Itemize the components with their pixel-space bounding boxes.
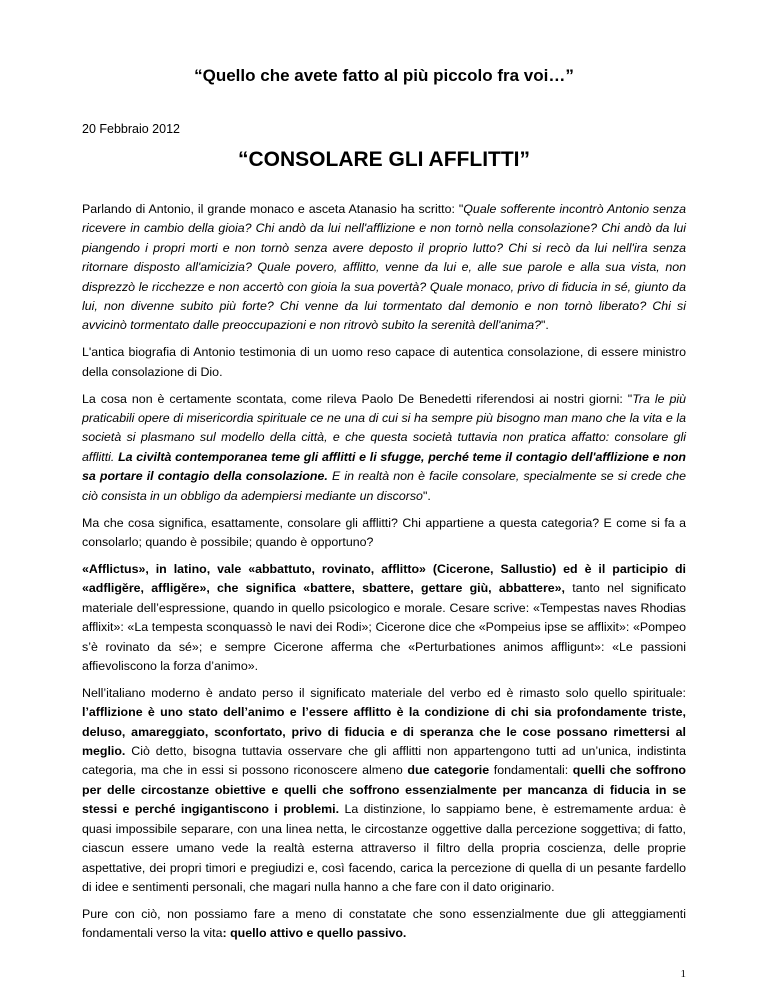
text-run: : quello attivo e quello passivo. [222, 926, 407, 941]
text-run: Ma che cosa significa, esattamente, consolare gli afflitti? Chi appartiene a questa categoria? E come si fa a consolarlo; quando è possibile; quando è opportuno? [82, 515, 686, 549]
text-run: fondamentali: [489, 763, 573, 778]
text-run: tanto nel significato materiale dell’espressione, quando in quello psicologico e morale. Cesare scrive: «Tempestas naves Rhodias afflixit»: «La tempesta sconquassò le navi dei Rodi»; Cicerone dice che «Pompeius ipse se afflixit»: «Pompeo s’è rovinato da sé»; e sempre Cicerone afferma che «Perturbationes animos affligunt»: «Le passioni affievoliscono la forza d’animo». [82, 581, 686, 673]
text-run: due categorie [407, 763, 490, 778]
text-run: l’afflizione è uno stato dell’animo e l’essere afflitto è la condizione di chi sia profondamente triste, deluso, amareggiato, sconfortato, privo di fiducia e di speranza che le cose possano rimettersi al meglio. [82, 705, 686, 759]
paragraph [82, 343, 686, 382]
paragraph [82, 684, 686, 897]
text-run: quelli che soffrono per delle circostanze obiettive e quelli che soffrono essenzialmente per mancanza di fiducia in se stessi e perché ingigantiscono i problemi. [82, 763, 686, 817]
text-run: Parlando di Antonio, il grande monaco e asceta Atanasio ha scritto: " [82, 202, 464, 216]
paragraph [82, 200, 686, 336]
document-body [82, 200, 686, 951]
text-run: ". [422, 488, 431, 503]
paragraph [82, 560, 686, 676]
text-run: Tra le più praticabili opere di misericordia spirituale ce ne una di cui si ha sempre più bisogno man mano che la vita e la società si plasmano sul modello della città, e che questa società tuttavia non pratica affatto: consolare gli afflitti. [82, 391, 686, 464]
text-run: L'antica biografia di Antonio testimonia di un uomo reso capace di autentica consolazione, di essere ministro della consolazione di Dio. [82, 345, 686, 379]
text-run: Nell’italiano moderno è andato perso il significato materiale del verbo ed è rimasto solo quello spirituale: [82, 685, 686, 700]
text-run: «Afflictus», in latino, vale «abbattuto, rovinato, afflitto» (Cicerone, Sallustio) ed è il participio di «adfligĕre, affligĕre», che significa «battere, sbattere, gettare giù, abbattere», [82, 561, 686, 596]
text-run: La civiltà contemporanea teme gli afflitti e li sfugge, perché teme il contagio dell'afflizione e non sa portare il contagio della consolazione. [82, 449, 686, 484]
text-run: Pure con ciò, non possiamo fare a meno di constatate che sono essenzialmente due gli atteggiamenti fondamentali verso la vita [82, 906, 686, 941]
page-title: “CONSOLARE GLI AFFLITTI” [237, 148, 531, 171]
paragraph [82, 905, 686, 944]
paragraph [82, 390, 686, 506]
text-run: E in realtà non è facile consolare, specialmente se si crede che ciò consista in un obbligo da adempiersi mediante un discorso [82, 469, 686, 503]
document-header: “Quello che avete fatto al più piccolo fra voi…” [194, 66, 574, 85]
text-run: ". [541, 318, 549, 333]
text-run: Quale sofferente incontrò Antonio senza ricevere in cambio della gioia? Chi andò da lui nell'afflizione e non tornò nella consolazione? Chi andò da lui piangendo i propri morti e non tornò senza avere deposto il proprio lutto? Chi si recò da lui nell'ira senza ritornare disposto all'amicizia? Quale povero, afflitto, venne da lui e, alle sue parole e alla sua vista, non disprezzò le ricchezze e non accertò con gioia la sua povertà? Quale monaco, privo di fiducia in sé, giunto da lui, non divenne subito più forte? Chi venne da lui tormentato dal demonio e non tornò liberato? Chi si avvicinò tormentato dalle preoccupazioni e non ritrovò subito la serenità dell'anima? [82, 202, 686, 333]
text-run: La distinzione, lo sappiamo bene, è estremamente ardua: è quasi impossibile separare, con una linea netta, le circostanze oggettive dalla percezione soggettiva; di fatto, ciascun essere umano vede la realtà esterna attraverso il filtro della propria coscienza, delle proprie aspettative, dei propri timori e pregiudizi e, così facendo, carica la percezione di quella di un pesante fardello di idee e sentimenti personali, che magari nulla hanno a che fare con il dato originario. [82, 802, 686, 894]
text-run: La cosa non è certamente scontata, come rileva Paolo De Benedetti riferendosi ai nostri giorni: " [82, 391, 633, 406]
text-run: Ciò detto, bisogna tuttavia osservare che gli afflitti non appartengono tutti ad un’unica, indistinta categoria, ma che in essi si possono riconoscere almeno [82, 744, 686, 778]
paragraph [82, 514, 686, 553]
page-number: 1 [680, 968, 686, 980]
document-date: 20 Febbraio 2012 [82, 122, 180, 136]
